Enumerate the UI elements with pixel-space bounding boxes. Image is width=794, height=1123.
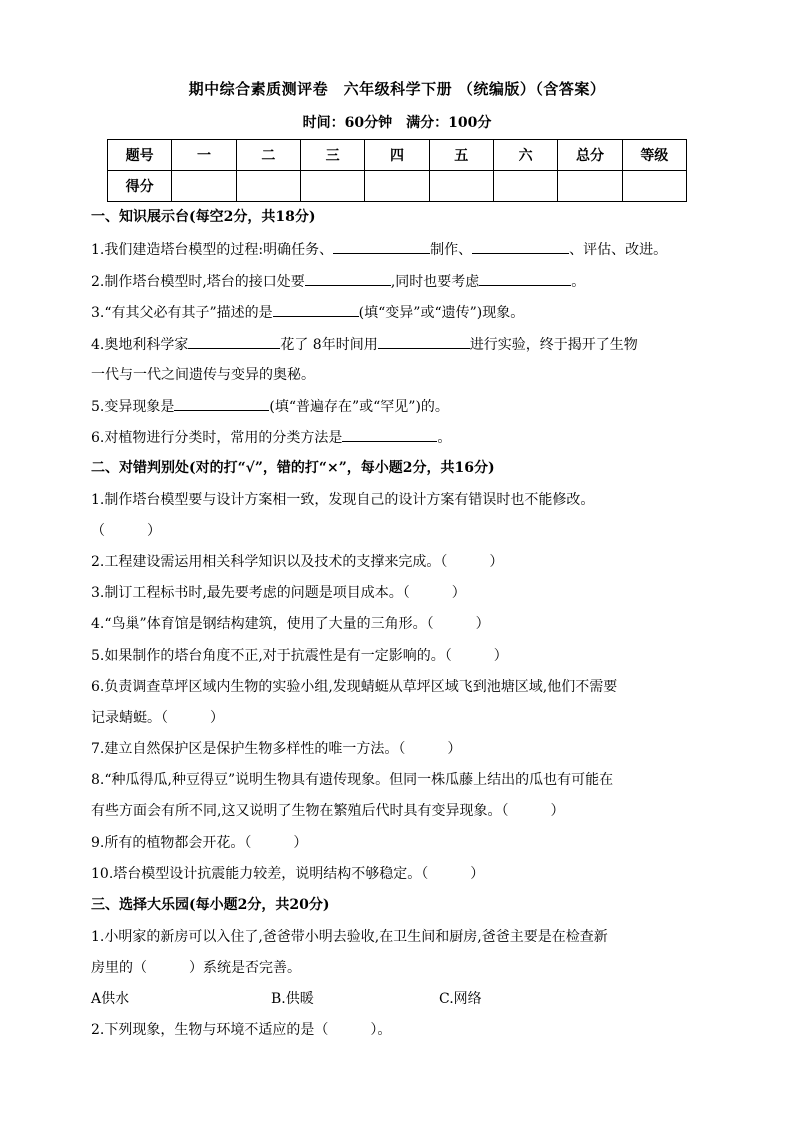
score-cell[interactable] xyxy=(429,171,493,202)
exam-subtitle: 时间：60分钟 满分：100分 xyxy=(302,115,492,131)
s2-question-5: 5.如果制作的塔台角度不正,对于抗震性是有一定影响的。（ ） xyxy=(91,648,508,664)
score-cell[interactable] xyxy=(493,171,557,202)
score-header-cell: 二 xyxy=(236,140,300,171)
s2-question-7: 7.建立自然保护区是保护生物多样性的唯一方法。（ ） xyxy=(91,741,462,757)
option-b[interactable]: B.供暖 xyxy=(271,991,314,1007)
s2-question-9: 9.所有的植物都会开花。（ ） xyxy=(91,835,308,851)
section2-heading: 二、对错判别处(对的打“√”，错的打“×”，每小题2分，共16分) xyxy=(91,460,495,476)
s1-q4-text-b: 花了 8年时间用 xyxy=(280,337,378,353)
answer-blank[interactable] xyxy=(174,396,269,411)
score-cell[interactable] xyxy=(300,171,364,202)
s2-question-4: 4.“鸟巢”体育馆是钢结构建筑，使用了大量的三角形。（ ） xyxy=(91,616,490,632)
s1-question-6 xyxy=(91,427,451,448)
s3-question-1-options xyxy=(91,989,482,1009)
score-table xyxy=(107,139,687,202)
s2-question-3: 3.制订工程标书时,最先要考虑的问题是项目成本。（ ） xyxy=(91,585,466,601)
score-header-cell: 一 xyxy=(172,140,236,171)
score-cell[interactable] xyxy=(365,171,429,202)
s3-question-1: 1.小明家的新房可以入住了,爸爸带小明去验收,在卫生间和厨房,爸爸主要是在检查新 xyxy=(91,929,608,945)
score-header-cell: 总分 xyxy=(558,140,622,171)
s1-q6-text-b: 。 xyxy=(437,430,452,446)
s2-question-10: 10.塔台模型设计抗震能力较差，说明结构不够稳定。（ ） xyxy=(91,866,485,882)
s3-question-2: 2.下列现象，生物与环境不适应的是（ ）。 xyxy=(91,1022,392,1038)
option-a[interactable]: A供水 xyxy=(91,991,130,1007)
score-cell[interactable] xyxy=(236,171,300,202)
score-header-cell: 等级 xyxy=(622,140,686,171)
s2-question-6: 6.负责调查草坪区域内生物的实验小组,发现蜻蜓从草坪区域飞到池塘区域,他们不需要 xyxy=(91,679,618,695)
s1-q3-text-b: (填“变异”或“遗传”)现象。 xyxy=(358,305,525,321)
s1-question-2 xyxy=(91,271,585,292)
s1-question-3 xyxy=(91,302,524,323)
answer-blank[interactable] xyxy=(378,334,470,349)
s2-question-8-continued: 有些方面会有所不同,这又说明了生物在繁殖后代时具有变异现象。（ ） xyxy=(91,803,565,819)
answer-blank[interactable] xyxy=(472,239,569,254)
s1-question-4-continued: 一代与一代之间遗传与变异的奥秘。 xyxy=(91,367,315,383)
s2-question-2: 2.工程建设需运用相关科学知识以及技术的支撑来完成。（ ） xyxy=(91,554,504,570)
s1-q5-text-a: 5.变异现象是 xyxy=(91,399,175,415)
s1-question-5 xyxy=(91,396,449,417)
score-cell[interactable] xyxy=(172,171,236,202)
exam-title: 期中综合素质测评卷 六年级科学下册 （统编版）（含答案） xyxy=(188,80,606,98)
score-table-score-row xyxy=(108,171,687,202)
score-header-cell: 题号 xyxy=(108,140,172,171)
s1-q2-text-c: 。 xyxy=(571,274,586,290)
score-header-cell: 四 xyxy=(365,140,429,171)
s1-q3-text-a: 3.“有其父必有其子”描述的是 xyxy=(91,305,273,321)
s1-question-1 xyxy=(91,239,667,260)
score-table-header-row xyxy=(108,140,687,171)
s1-q1-text-c: 、评估、改进。 xyxy=(569,242,668,258)
option-c[interactable]: C.网络 xyxy=(439,991,482,1007)
s2-question-1: 1.制作塔台模型要与设计方案相一致，发现自己的设计方案有错误时也不能修改。 xyxy=(91,492,595,508)
s1-q4-text-a: 4.奥地利科学家 xyxy=(91,337,189,353)
section3-heading: 三、选择大乐园(每小题2分，共20分) xyxy=(91,897,330,913)
answer-blank[interactable] xyxy=(273,302,359,317)
s2-question-6-continued: 记录蜻蜓。（ ） xyxy=(91,710,224,726)
s2-question-8: 8.“种瓜得瓜,种豆得豆”说明生物具有遗传现象。但同一株瓜藤上结出的瓜也有可能在 xyxy=(91,772,614,788)
s1-q2-text-a: 2.制作塔台模型时,塔台的接口处要 xyxy=(91,274,305,290)
s3-question-1-continued: 房里的（ ）系统是否完善。 xyxy=(91,960,301,976)
answer-blank[interactable] xyxy=(305,271,391,286)
section1-heading: 一、知识展示台(每空2分，共18分) xyxy=(91,209,316,225)
score-row-label: 得分 xyxy=(108,171,172,202)
answer-blank[interactable] xyxy=(188,334,280,349)
s1-q1-text-b: 制作、 xyxy=(430,242,473,258)
answer-blank[interactable] xyxy=(479,271,571,286)
score-header-cell: 五 xyxy=(429,140,493,171)
s1-q6-text-a: 6.对植物进行分类时，常用的分类方法是 xyxy=(91,430,343,446)
score-header-cell: 三 xyxy=(300,140,364,171)
s2-question-1-answer[interactable]: （ ） xyxy=(91,523,161,539)
s1-q2-text-b: ,同时也要考虑 xyxy=(390,274,480,290)
s1-q5-text-b: (填“普遍存在”或“罕见”)的。 xyxy=(269,399,449,415)
answer-blank[interactable] xyxy=(333,239,430,254)
s1-question-4 xyxy=(91,334,638,355)
answer-blank[interactable] xyxy=(342,427,437,442)
s1-q4-text-c: 进行实验，终于揭开了生物 xyxy=(469,337,638,353)
s1-q1-text-a: 1.我们建造塔台模型的过程:明确任务、 xyxy=(91,242,334,258)
score-cell[interactable] xyxy=(558,171,622,202)
score-header-cell: 六 xyxy=(493,140,557,171)
score-cell[interactable] xyxy=(622,171,686,202)
